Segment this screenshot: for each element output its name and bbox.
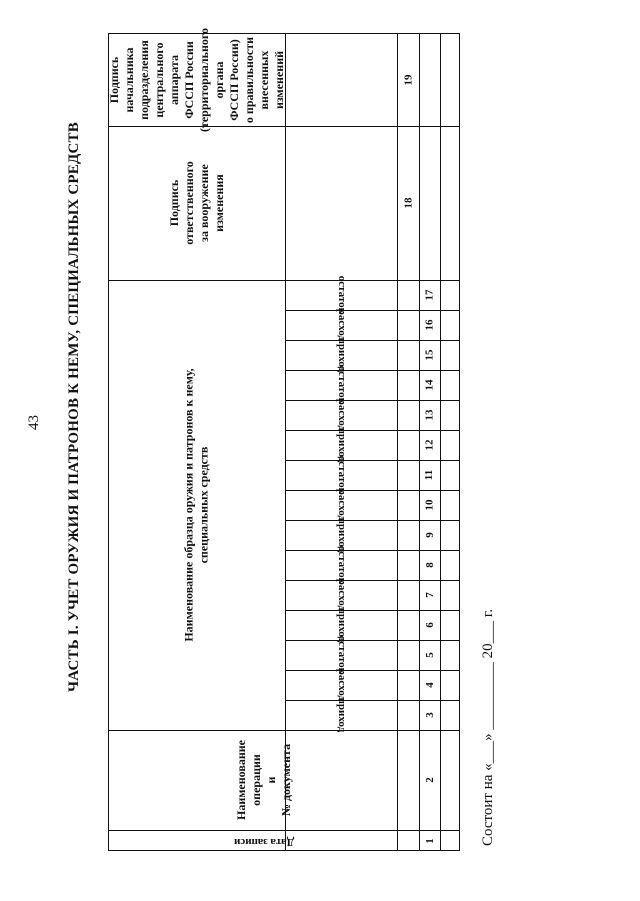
column-number: 15 xyxy=(423,349,436,361)
column-number: 9 xyxy=(423,532,436,538)
subcolumn-label: расход xyxy=(335,668,348,702)
column-number: 13 xyxy=(423,409,436,421)
column-number: 16 xyxy=(423,319,436,331)
header-weapon-name: Наименование образца оружия и патронов к нему, специальных средств xyxy=(182,368,212,642)
subcolumn-label: расход xyxy=(335,578,348,612)
column-number: 1 xyxy=(423,838,436,844)
column-number: 10 xyxy=(423,499,436,511)
column-number: 2 xyxy=(423,777,436,783)
column-number: 7 xyxy=(423,592,436,598)
subcolumn-label: остаток xyxy=(335,635,348,675)
subcolumn-label: расход xyxy=(335,308,348,342)
column-number: 8 xyxy=(423,562,436,568)
column-number: 17 xyxy=(423,289,436,301)
column-number: 5 xyxy=(423,652,436,658)
subcolumn-label: приход xyxy=(335,607,348,643)
header-date: Дата записи xyxy=(233,835,295,848)
column-number: 12 xyxy=(423,439,436,451)
subcolumn-label: расход xyxy=(335,488,348,522)
column-number: 19 xyxy=(402,74,414,86)
subcolumn-label: остаток xyxy=(335,365,348,405)
column-number: 14 xyxy=(423,379,436,391)
divider xyxy=(440,34,441,850)
subcolumn-label: остаток xyxy=(335,545,348,585)
column-number: 11 xyxy=(423,469,436,481)
accounting-table xyxy=(107,27,460,851)
column-number: 3 xyxy=(423,712,436,718)
header-chief-signature: Подпись начальника подразделения центрального аппарата ФССП России (территориального органа ФССП России) о правильности внесенных изменений xyxy=(107,27,286,133)
divider xyxy=(109,280,459,281)
header-operation: Наименование операции и № документа xyxy=(234,740,293,820)
divider xyxy=(109,126,459,127)
subcolumn-label: остаток xyxy=(335,275,348,315)
subcolumn-label: приход xyxy=(335,337,348,373)
footer-date-line: Состоит на «___» _________ 20___ г. xyxy=(480,608,496,846)
page-title: ЧАСТЬ I. УЧЕТ ОРУЖИЯ И ПАТРОНОВ К НЕМУ, СПЕЦИАЛЬНЫХ СРЕДСТВ xyxy=(66,122,82,692)
column-number: 18 xyxy=(402,197,414,209)
subcolumn-label: приход xyxy=(335,427,348,463)
subcolumn-label: приход xyxy=(335,697,348,733)
column-number: 4 xyxy=(423,682,436,688)
header-responsible-signature: Подпись ответственного за вооружение изменения xyxy=(167,161,226,245)
subcolumn-label: расход xyxy=(335,398,348,432)
column-number: 6 xyxy=(423,622,436,628)
page-number: 43 xyxy=(26,415,42,430)
subcolumn-label: остаток xyxy=(335,455,348,495)
subcolumn-label: приход xyxy=(335,517,348,553)
